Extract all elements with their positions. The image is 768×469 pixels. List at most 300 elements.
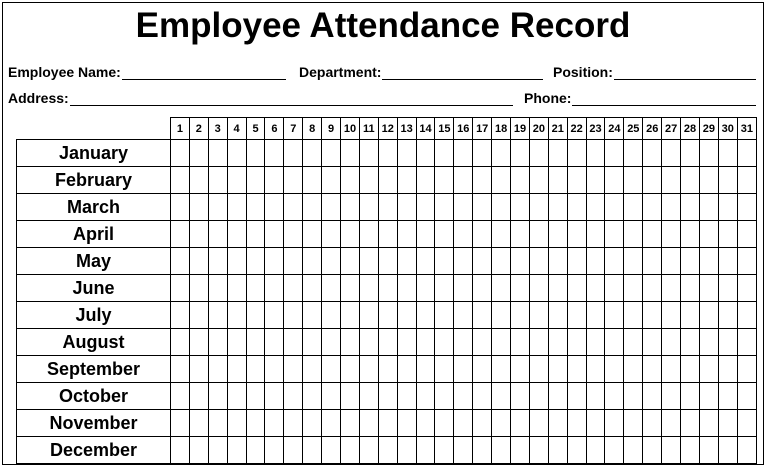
attendance-cell[interactable]: [681, 410, 700, 437]
attendance-cell[interactable]: [227, 167, 246, 194]
attendance-cell[interactable]: [529, 410, 548, 437]
attendance-cell[interactable]: [454, 302, 473, 329]
attendance-cell[interactable]: [359, 410, 378, 437]
attendance-cell[interactable]: [699, 248, 718, 275]
employee-name-line[interactable]: [122, 66, 286, 80]
attendance-cell[interactable]: [284, 167, 303, 194]
attendance-cell[interactable]: [341, 410, 360, 437]
attendance-cell[interactable]: [208, 410, 227, 437]
attendance-cell[interactable]: [341, 167, 360, 194]
phone-line[interactable]: [572, 92, 756, 106]
attendance-cell[interactable]: [624, 194, 643, 221]
attendance-cell[interactable]: [265, 410, 284, 437]
attendance-cell[interactable]: [359, 167, 378, 194]
attendance-cell[interactable]: [586, 248, 605, 275]
attendance-cell[interactable]: [643, 275, 662, 302]
attendance-cell[interactable]: [681, 140, 700, 167]
attendance-cell[interactable]: [473, 167, 492, 194]
attendance-cell[interactable]: [208, 437, 227, 464]
attendance-cell[interactable]: [246, 302, 265, 329]
attendance-cell[interactable]: [737, 302, 756, 329]
attendance-cell[interactable]: [284, 248, 303, 275]
attendance-cell[interactable]: [359, 194, 378, 221]
attendance-cell[interactable]: [737, 140, 756, 167]
attendance-cell[interactable]: [265, 275, 284, 302]
attendance-cell[interactable]: [435, 329, 454, 356]
employee-name-field[interactable]: [8, 64, 286, 80]
attendance-cell[interactable]: [605, 383, 624, 410]
attendance-cell[interactable]: [643, 356, 662, 383]
attendance-cell[interactable]: [699, 275, 718, 302]
attendance-cell[interactable]: [454, 221, 473, 248]
attendance-cell[interactable]: [416, 275, 435, 302]
attendance-cell[interactable]: [511, 383, 530, 410]
attendance-cell[interactable]: [265, 248, 284, 275]
attendance-cell[interactable]: [227, 275, 246, 302]
attendance-cell[interactable]: [548, 221, 567, 248]
attendance-cell[interactable]: [699, 302, 718, 329]
attendance-cell[interactable]: [586, 221, 605, 248]
attendance-cell[interactable]: [322, 275, 341, 302]
attendance-cell[interactable]: [435, 140, 454, 167]
attendance-cell[interactable]: [416, 221, 435, 248]
attendance-cell[interactable]: [359, 329, 378, 356]
attendance-cell[interactable]: [303, 140, 322, 167]
attendance-cell[interactable]: [699, 383, 718, 410]
attendance-cell[interactable]: [189, 302, 208, 329]
attendance-cell[interactable]: [492, 167, 511, 194]
attendance-cell[interactable]: [473, 356, 492, 383]
attendance-cell[interactable]: [737, 221, 756, 248]
attendance-cell[interactable]: [511, 140, 530, 167]
attendance-cell[interactable]: [605, 329, 624, 356]
attendance-cell[interactable]: [322, 329, 341, 356]
attendance-cell[interactable]: [227, 437, 246, 464]
attendance-cell[interactable]: [473, 194, 492, 221]
attendance-cell[interactable]: [492, 140, 511, 167]
attendance-cell[interactable]: [718, 356, 737, 383]
attendance-cell[interactable]: [416, 329, 435, 356]
attendance-cell[interactable]: [435, 275, 454, 302]
attendance-cell[interactable]: [189, 329, 208, 356]
attendance-cell[interactable]: [681, 275, 700, 302]
attendance-cell[interactable]: [359, 356, 378, 383]
attendance-cell[interactable]: [208, 140, 227, 167]
attendance-cell[interactable]: [378, 329, 397, 356]
attendance-cell[interactable]: [548, 140, 567, 167]
attendance-cell[interactable]: [662, 437, 681, 464]
attendance-cell[interactable]: [737, 410, 756, 437]
attendance-cell[interactable]: [454, 356, 473, 383]
attendance-cell[interactable]: [605, 410, 624, 437]
attendance-cell[interactable]: [662, 275, 681, 302]
attendance-cell[interactable]: [416, 140, 435, 167]
attendance-cell[interactable]: [265, 194, 284, 221]
attendance-cell[interactable]: [284, 410, 303, 437]
attendance-cell[interactable]: [378, 221, 397, 248]
attendance-cell[interactable]: [322, 194, 341, 221]
attendance-cell[interactable]: [246, 356, 265, 383]
attendance-cell[interactable]: [586, 383, 605, 410]
attendance-cell[interactable]: [454, 383, 473, 410]
attendance-cell[interactable]: [303, 329, 322, 356]
attendance-cell[interactable]: [397, 275, 416, 302]
attendance-cell[interactable]: [189, 275, 208, 302]
attendance-cell[interactable]: [511, 329, 530, 356]
attendance-cell[interactable]: [567, 356, 586, 383]
attendance-cell[interactable]: [435, 302, 454, 329]
attendance-cell[interactable]: [624, 302, 643, 329]
attendance-cell[interactable]: [303, 221, 322, 248]
attendance-cell[interactable]: [171, 167, 190, 194]
attendance-cell[interactable]: [699, 437, 718, 464]
attendance-cell[interactable]: [605, 248, 624, 275]
attendance-cell[interactable]: [718, 221, 737, 248]
attendance-cell[interactable]: [492, 329, 511, 356]
attendance-cell[interactable]: [586, 275, 605, 302]
attendance-cell[interactable]: [567, 221, 586, 248]
attendance-cell[interactable]: [416, 437, 435, 464]
attendance-cell[interactable]: [265, 437, 284, 464]
attendance-cell[interactable]: [473, 329, 492, 356]
attendance-cell[interactable]: [341, 329, 360, 356]
attendance-cell[interactable]: [303, 302, 322, 329]
attendance-cell[interactable]: [718, 437, 737, 464]
attendance-cell[interactable]: [492, 221, 511, 248]
attendance-cell[interactable]: [737, 248, 756, 275]
attendance-cell[interactable]: [397, 248, 416, 275]
attendance-cell[interactable]: [303, 167, 322, 194]
phone-field[interactable]: [524, 90, 756, 106]
attendance-cell[interactable]: [265, 329, 284, 356]
attendance-cell[interactable]: [699, 356, 718, 383]
attendance-cell[interactable]: [605, 194, 624, 221]
attendance-cell[interactable]: [303, 194, 322, 221]
attendance-cell[interactable]: [397, 356, 416, 383]
attendance-cell[interactable]: [303, 275, 322, 302]
attendance-cell[interactable]: [171, 221, 190, 248]
attendance-cell[interactable]: [624, 221, 643, 248]
attendance-cell[interactable]: [171, 302, 190, 329]
attendance-cell[interactable]: [718, 275, 737, 302]
attendance-cell[interactable]: [586, 410, 605, 437]
attendance-cell[interactable]: [303, 356, 322, 383]
attendance-cell[interactable]: [548, 383, 567, 410]
attendance-cell[interactable]: [605, 437, 624, 464]
attendance-cell[interactable]: [227, 356, 246, 383]
attendance-cell[interactable]: [227, 221, 246, 248]
attendance-cell[interactable]: [492, 302, 511, 329]
attendance-cell[interactable]: [397, 437, 416, 464]
attendance-cell[interactable]: [662, 248, 681, 275]
attendance-cell[interactable]: [681, 383, 700, 410]
attendance-cell[interactable]: [662, 302, 681, 329]
attendance-cell[interactable]: [322, 410, 341, 437]
attendance-cell[interactable]: [567, 275, 586, 302]
attendance-cell[interactable]: [681, 248, 700, 275]
attendance-cell[interactable]: [378, 140, 397, 167]
attendance-cell[interactable]: [378, 410, 397, 437]
attendance-cell[interactable]: [473, 275, 492, 302]
attendance-cell[interactable]: [529, 437, 548, 464]
attendance-cell[interactable]: [643, 167, 662, 194]
attendance-cell[interactable]: [416, 248, 435, 275]
attendance-cell[interactable]: [662, 410, 681, 437]
attendance-cell[interactable]: [208, 221, 227, 248]
attendance-cell[interactable]: [341, 437, 360, 464]
attendance-cell[interactable]: [681, 221, 700, 248]
attendance-cell[interactable]: [227, 329, 246, 356]
attendance-cell[interactable]: [586, 356, 605, 383]
attendance-cell[interactable]: [189, 140, 208, 167]
attendance-cell[interactable]: [567, 140, 586, 167]
attendance-cell[interactable]: [322, 248, 341, 275]
attendance-cell[interactable]: [265, 140, 284, 167]
attendance-cell[interactable]: [511, 437, 530, 464]
attendance-cell[interactable]: [189, 221, 208, 248]
attendance-cell[interactable]: [662, 167, 681, 194]
attendance-cell[interactable]: [624, 248, 643, 275]
attendance-cell[interactable]: [643, 194, 662, 221]
attendance-cell[interactable]: [359, 221, 378, 248]
attendance-cell[interactable]: [208, 302, 227, 329]
attendance-cell[interactable]: [208, 248, 227, 275]
attendance-cell[interactable]: [341, 302, 360, 329]
attendance-cell[interactable]: [567, 329, 586, 356]
attendance-cell[interactable]: [529, 221, 548, 248]
attendance-cell[interactable]: [284, 194, 303, 221]
attendance-cell[interactable]: [624, 329, 643, 356]
attendance-cell[interactable]: [435, 410, 454, 437]
attendance-cell[interactable]: [171, 410, 190, 437]
attendance-cell[interactable]: [492, 275, 511, 302]
attendance-cell[interactable]: [265, 167, 284, 194]
attendance-cell[interactable]: [171, 329, 190, 356]
attendance-cell[interactable]: [435, 194, 454, 221]
attendance-cell[interactable]: [662, 356, 681, 383]
attendance-cell[interactable]: [605, 167, 624, 194]
attendance-cell[interactable]: [208, 383, 227, 410]
attendance-cell[interactable]: [359, 248, 378, 275]
attendance-cell[interactable]: [492, 248, 511, 275]
attendance-cell[interactable]: [605, 221, 624, 248]
attendance-cell[interactable]: [322, 356, 341, 383]
attendance-cell[interactable]: [624, 167, 643, 194]
attendance-cell[interactable]: [246, 194, 265, 221]
attendance-cell[interactable]: [397, 140, 416, 167]
attendance-cell[interactable]: [397, 410, 416, 437]
attendance-cell[interactable]: [378, 356, 397, 383]
attendance-cell[interactable]: [435, 221, 454, 248]
attendance-cell[interactable]: [171, 383, 190, 410]
attendance-cell[interactable]: [284, 140, 303, 167]
attendance-cell[interactable]: [643, 140, 662, 167]
attendance-cell[interactable]: [529, 194, 548, 221]
attendance-cell[interactable]: [397, 383, 416, 410]
attendance-cell[interactable]: [643, 437, 662, 464]
attendance-cell[interactable]: [359, 302, 378, 329]
attendance-cell[interactable]: [341, 356, 360, 383]
attendance-cell[interactable]: [208, 167, 227, 194]
attendance-cell[interactable]: [303, 410, 322, 437]
attendance-cell[interactable]: [227, 383, 246, 410]
attendance-cell[interactable]: [341, 275, 360, 302]
attendance-cell[interactable]: [246, 140, 265, 167]
attendance-cell[interactable]: [378, 275, 397, 302]
attendance-cell[interactable]: [681, 356, 700, 383]
attendance-cell[interactable]: [227, 410, 246, 437]
attendance-cell[interactable]: [208, 329, 227, 356]
department-line[interactable]: [382, 66, 543, 80]
attendance-cell[interactable]: [548, 167, 567, 194]
attendance-cell[interactable]: [322, 167, 341, 194]
attendance-cell[interactable]: [473, 410, 492, 437]
attendance-cell[interactable]: [473, 221, 492, 248]
attendance-cell[interactable]: [246, 329, 265, 356]
attendance-cell[interactable]: [246, 275, 265, 302]
attendance-cell[interactable]: [189, 356, 208, 383]
attendance-cell[interactable]: [567, 302, 586, 329]
attendance-cell[interactable]: [605, 275, 624, 302]
attendance-cell[interactable]: [189, 437, 208, 464]
attendance-cell[interactable]: [662, 329, 681, 356]
attendance-cell[interactable]: [322, 221, 341, 248]
attendance-cell[interactable]: [605, 356, 624, 383]
attendance-cell[interactable]: [454, 248, 473, 275]
attendance-cell[interactable]: [511, 410, 530, 437]
attendance-cell[interactable]: [359, 140, 378, 167]
attendance-cell[interactable]: [662, 140, 681, 167]
attendance-cell[interactable]: [529, 302, 548, 329]
attendance-cell[interactable]: [322, 383, 341, 410]
attendance-cell[interactable]: [397, 329, 416, 356]
attendance-cell[interactable]: [718, 248, 737, 275]
attendance-cell[interactable]: [473, 140, 492, 167]
attendance-cell[interactable]: [284, 437, 303, 464]
attendance-cell[interactable]: [699, 194, 718, 221]
attendance-cell[interactable]: [171, 437, 190, 464]
attendance-cell[interactable]: [643, 302, 662, 329]
attendance-cell[interactable]: [265, 302, 284, 329]
attendance-cell[interactable]: [586, 140, 605, 167]
attendance-cell[interactable]: [171, 140, 190, 167]
attendance-cell[interactable]: [548, 329, 567, 356]
attendance-cell[interactable]: [718, 329, 737, 356]
attendance-cell[interactable]: [605, 302, 624, 329]
attendance-cell[interactable]: [397, 194, 416, 221]
attendance-cell[interactable]: [397, 167, 416, 194]
attendance-cell[interactable]: [189, 248, 208, 275]
attendance-cell[interactable]: [473, 302, 492, 329]
attendance-cell[interactable]: [303, 437, 322, 464]
attendance-cell[interactable]: [699, 221, 718, 248]
attendance-cell[interactable]: [737, 383, 756, 410]
attendance-cell[interactable]: [718, 140, 737, 167]
attendance-cell[interactable]: [699, 410, 718, 437]
attendance-cell[interactable]: [284, 356, 303, 383]
attendance-cell[interactable]: [284, 275, 303, 302]
attendance-cell[interactable]: [624, 383, 643, 410]
attendance-cell[interactable]: [416, 383, 435, 410]
attendance-cell[interactable]: [643, 248, 662, 275]
attendance-cell[interactable]: [397, 221, 416, 248]
attendance-cell[interactable]: [378, 302, 397, 329]
attendance-cell[interactable]: [529, 248, 548, 275]
attendance-cell[interactable]: [567, 167, 586, 194]
attendance-cell[interactable]: [511, 194, 530, 221]
attendance-cell[interactable]: [246, 437, 265, 464]
attendance-cell[interactable]: [548, 248, 567, 275]
attendance-cell[interactable]: [473, 383, 492, 410]
attendance-cell[interactable]: [359, 275, 378, 302]
attendance-cell[interactable]: [341, 221, 360, 248]
attendance-cell[interactable]: [378, 248, 397, 275]
attendance-cell[interactable]: [378, 437, 397, 464]
attendance-cell[interactable]: [454, 194, 473, 221]
attendance-cell[interactable]: [189, 410, 208, 437]
attendance-cell[interactable]: [171, 275, 190, 302]
attendance-cell[interactable]: [284, 221, 303, 248]
attendance-cell[interactable]: [341, 140, 360, 167]
attendance-cell[interactable]: [718, 167, 737, 194]
attendance-cell[interactable]: [341, 194, 360, 221]
attendance-cell[interactable]: [416, 356, 435, 383]
attendance-cell[interactable]: [567, 410, 586, 437]
attendance-cell[interactable]: [567, 248, 586, 275]
attendance-cell[interactable]: [416, 410, 435, 437]
attendance-cell[interactable]: [492, 437, 511, 464]
attendance-cell[interactable]: [548, 275, 567, 302]
attendance-cell[interactable]: [492, 410, 511, 437]
attendance-cell[interactable]: [284, 383, 303, 410]
attendance-cell[interactable]: [416, 194, 435, 221]
position-line[interactable]: [614, 66, 756, 80]
attendance-cell[interactable]: [473, 248, 492, 275]
attendance-cell[interactable]: [227, 248, 246, 275]
attendance-cell[interactable]: [511, 248, 530, 275]
attendance-cell[interactable]: [454, 140, 473, 167]
attendance-cell[interactable]: [322, 437, 341, 464]
attendance-cell[interactable]: [246, 167, 265, 194]
attendance-cell[interactable]: [586, 437, 605, 464]
attendance-cell[interactable]: [378, 383, 397, 410]
attendance-cell[interactable]: [737, 437, 756, 464]
attendance-cell[interactable]: [341, 248, 360, 275]
attendance-cell[interactable]: [718, 410, 737, 437]
attendance-cell[interactable]: [586, 167, 605, 194]
attendance-cell[interactable]: [454, 410, 473, 437]
attendance-cell[interactable]: [378, 194, 397, 221]
attendance-cell[interactable]: [624, 437, 643, 464]
attendance-cell[interactable]: [586, 194, 605, 221]
attendance-cell[interactable]: [529, 167, 548, 194]
attendance-cell[interactable]: [246, 248, 265, 275]
attendance-cell[interactable]: [435, 437, 454, 464]
attendance-cell[interactable]: [643, 383, 662, 410]
attendance-cell[interactable]: [227, 302, 246, 329]
attendance-cell[interactable]: [397, 302, 416, 329]
attendance-cell[interactable]: [171, 248, 190, 275]
attendance-cell[interactable]: [548, 194, 567, 221]
attendance-cell[interactable]: [624, 140, 643, 167]
attendance-cell[interactable]: [416, 302, 435, 329]
attendance-cell[interactable]: [662, 194, 681, 221]
attendance-cell[interactable]: [548, 437, 567, 464]
attendance-cell[interactable]: [567, 194, 586, 221]
attendance-cell[interactable]: [699, 329, 718, 356]
attendance-cell[interactable]: [605, 140, 624, 167]
attendance-cell[interactable]: [662, 383, 681, 410]
